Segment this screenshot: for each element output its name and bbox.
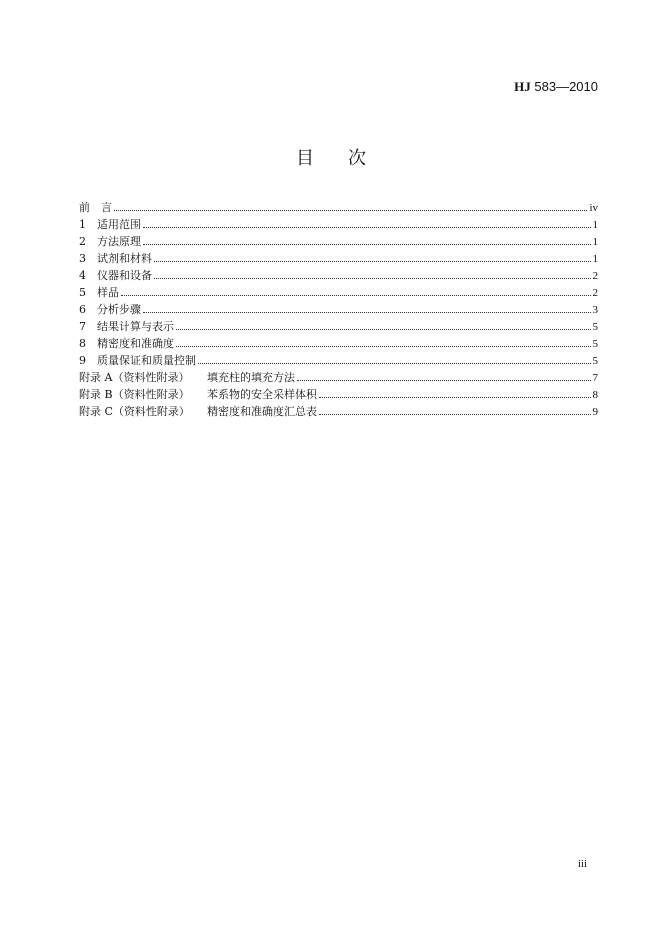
toc-leader-dots [143,312,591,313]
appendix-tag: 附录 A（资料性附录） [79,371,190,384]
table-of-contents [79,199,598,420]
document-code-prefix: HJ [514,79,531,94]
toc-entry-page: 2 [592,270,598,282]
appendix-tag: 附录 C（资料性附录） [79,405,190,418]
toc-entry-label-group [79,369,296,386]
toc-entry-number: 5 [79,286,86,299]
toc-leader-dots [114,210,587,211]
toc-entry-label: 精密度和准确度汇总表 [207,405,317,418]
toc-entry-page: 7 [592,372,598,384]
toc-leader-dots [154,261,591,262]
toc-entry-label: 结果计算与表示 [97,320,174,333]
toc-entry-number: 6 [79,303,86,316]
toc-entry-page: 5 [592,355,598,367]
toc-entry-label: 质量保证和质量控制 [97,354,196,367]
toc-entry-number: 2 [79,235,86,248]
toc-entry-label-group [79,250,153,267]
toc-title: 目次 [296,148,400,169]
toc-entry-4[interactable] [79,267,598,284]
toc-entry-appendix-b[interactable] [79,386,598,403]
toc-entry-number: 9 [79,354,86,367]
toc-entry-foreword[interactable] [79,199,598,216]
toc-entry-number: 7 [79,320,86,333]
toc-leader-dots [143,244,591,245]
toc-entry-page: 3 [592,304,598,316]
toc-entry-page: iv [589,202,598,214]
toc-entry-appendix-c[interactable] [79,403,598,420]
appendix-tag: 附录 B（资料性附录） [79,388,190,401]
page-number: iii [577,858,587,870]
toc-entry-label-group [79,352,197,369]
toc-entry-label: 仪器和设备 [97,269,152,282]
toc-entry-number: 1 [79,218,86,231]
toc-entry-label-group [79,267,153,284]
toc-entry-label-group [79,233,142,250]
toc-entry-page: 9 [592,406,598,418]
toc-entry-1[interactable] [79,216,598,233]
toc-entry-number: 8 [79,337,86,350]
toc-entry-label-group [79,318,175,335]
toc-leader-dots [154,278,591,279]
toc-entry-7[interactable] [79,318,598,335]
toc-entry-label-group [79,284,120,301]
toc-leader-dots [319,414,591,415]
toc-entry-label-group [79,335,175,352]
toc-entry-label: 样品 [97,286,119,299]
toc-entry-label: 前 言 [79,201,112,214]
document-code [514,79,598,95]
toc-entry-3[interactable] [79,250,598,267]
toc-entry-label: 填充柱的填充方法 [207,371,295,384]
toc-entry-page: 1 [592,253,598,265]
toc-entry-page: 1 [592,236,598,248]
toc-entry-page: 2 [592,287,598,299]
toc-entry-label: 分析步骤 [97,303,141,316]
toc-entry-page: 5 [592,321,598,333]
toc-entry-5[interactable] [79,284,598,301]
toc-entry-label-group [79,403,318,420]
document-code-number: 583—2010 [530,79,598,94]
toc-entry-number: 4 [79,269,86,282]
toc-entry-label: 适用范围 [97,218,141,231]
toc-entry-label-group [79,386,318,403]
toc-leader-dots [319,397,591,398]
toc-entry-number: 3 [79,252,86,265]
toc-entry-page: 5 [592,338,598,350]
toc-entry-label: 苯系物的安全采样体积 [207,388,317,401]
toc-entry-appendix-a[interactable] [79,369,598,386]
toc-leader-dots [176,346,591,347]
toc-leader-dots [121,295,591,296]
toc-leader-dots [176,329,591,330]
toc-entry-6[interactable] [79,301,598,318]
toc-entry-label: 精密度和准确度 [97,337,174,350]
toc-entry-9[interactable] [79,352,598,369]
toc-entry-8[interactable] [79,335,598,352]
toc-entry-label: 方法原理 [97,235,141,248]
toc-leader-dots [198,363,591,364]
toc-entry-2[interactable] [79,233,598,250]
toc-entry-label-group [79,216,142,233]
toc-entry-label: 试剂和材料 [97,252,152,265]
toc-entry-page: 1 [592,219,598,231]
toc-entry-page: 8 [592,389,598,401]
toc-leader-dots [297,380,591,381]
toc-leader-dots [143,227,591,228]
toc-entry-label-group [79,301,142,318]
